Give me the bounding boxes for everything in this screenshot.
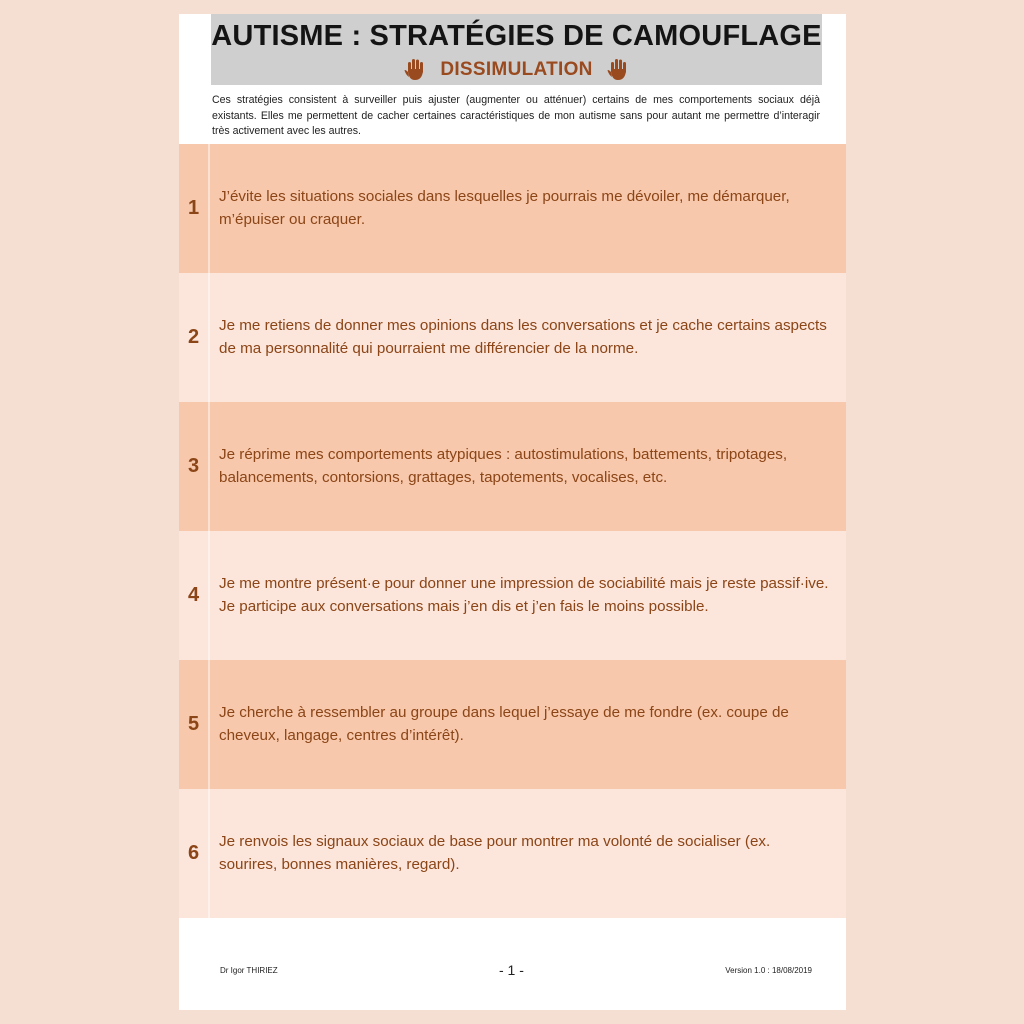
- strategy-number: 4: [187, 584, 200, 606]
- intro-paragraph: Ces stratégies consistent à surveiller puis ajuster (augmenter ou atténuer) certains de mes comportements sociaux déjà existants. Elles me permettent de cacher certaines caractéristiques de mon autisme sans pour autant me permettre d’interagir très activement avec les autres.: [212, 94, 820, 137]
- strategy-number: 6: [187, 842, 200, 864]
- strategy-list: [179, 144, 846, 918]
- strategy-row-1: [179, 144, 846, 273]
- author-name: Dr Igor THIRIEZ: [220, 966, 278, 975]
- strategy-text: Je réprime mes comportements atypiques : autostimulations, battements, tripotages, balancements, contorsions, grattages, tapotements, vocalises, etc.: [219, 446, 788, 486]
- strategy-row-2: [179, 273, 846, 402]
- strategy-number: 5: [187, 713, 200, 735]
- strategy-row-6: [179, 789, 846, 918]
- strategy-text: Je renvois les signaux sociaux de base pour montrer ma volonté de socialiser (ex. sourires, bonnes manières, regard).: [219, 833, 771, 873]
- strategy-row-5: [179, 660, 846, 789]
- strategy-text: Je cherche à ressembler au groupe dans lequel j’essaye de me fondre (ex. coupe de cheveux, langage, centres d’intérêt).: [219, 704, 789, 744]
- strategy-text: Je me montre présent·e pour donner une impression de sociabilité mais je reste passif·ive. Je participe aux conversations mais j’en dis et j’en fais le moins possible.: [219, 575, 829, 615]
- page-number: - 1 -: [499, 962, 524, 978]
- document-page: [179, 14, 846, 1010]
- title-banner: [211, 14, 822, 85]
- strategy-number: 2: [187, 326, 200, 348]
- strategy-text: Je me retiens de donner mes opinions dans les conversations et je cache certains aspects de ma personnalité qui pourraient me différencier de la norme.: [219, 317, 827, 357]
- number-cell: [179, 144, 210, 273]
- hand-icon: [607, 58, 629, 82]
- page-title: AUTISME : STRATÉGIES DE CAMOUFLAGE: [211, 20, 822, 52]
- page-footer: [179, 962, 846, 990]
- subtitle-row: [211, 58, 822, 82]
- number-cell: [179, 789, 210, 918]
- strategy-row-4: [179, 531, 846, 660]
- strategy-text: J’évite les situations sociales dans lesquelles je pourrais me dévoiler, me démarquer, m’épuiser ou craquer.: [219, 188, 790, 228]
- number-cell: [179, 660, 210, 789]
- version-label: Version 1.0 : 18/08/2019: [725, 966, 812, 975]
- strategy-number: 3: [187, 455, 200, 477]
- page-subtitle: DISSIMULATION: [440, 59, 593, 80]
- hand-icon: [404, 58, 426, 82]
- number-cell: [179, 531, 210, 660]
- number-cell: [179, 273, 210, 402]
- number-cell: [179, 402, 210, 531]
- strategy-number: 1: [187, 197, 200, 219]
- strategy-row-3: [179, 402, 846, 531]
